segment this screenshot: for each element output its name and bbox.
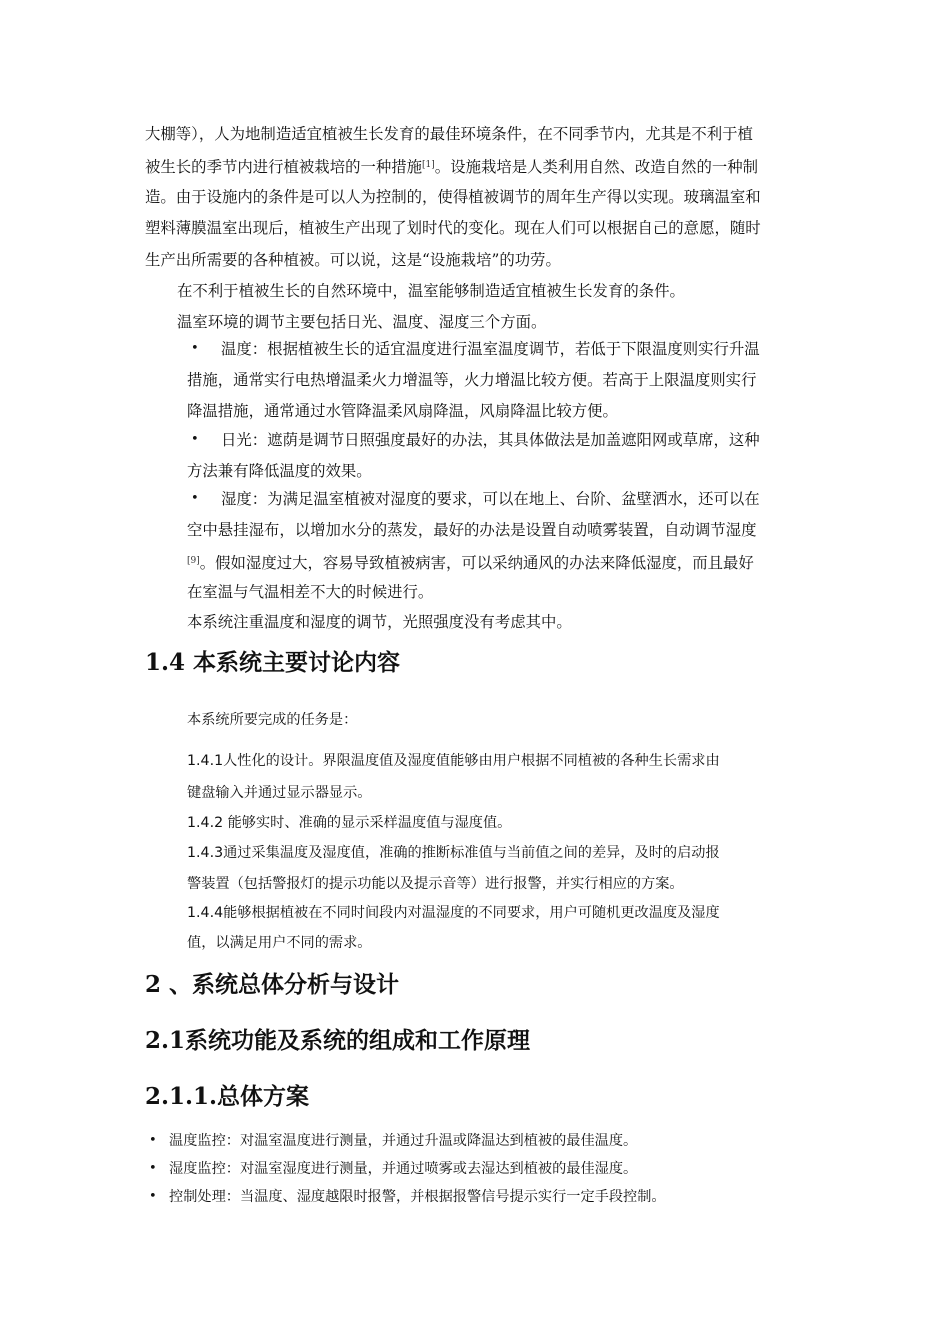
intro-line-2-text-a: 被生长的季节内进行植被栽培的一种措施 bbox=[145, 158, 423, 176]
bullet-marker: • bbox=[191, 432, 199, 447]
bullet-light-line-1: 日光：遮荫是调节日照强度最好的办法，其具体做法是加盖遮阳网或草席，这种 bbox=[221, 431, 760, 449]
bullet-humidity-line-1: 湿度：为满足温室植被对湿度的要求，可以在地上、台阶、盆壁洒水，还可以在 bbox=[221, 490, 760, 508]
bullet-temp-line-3: 降温措施，通常通过水管降温柔风扇降温，风扇降温比较方便。 bbox=[187, 402, 618, 420]
bullet-humidity-line-2: 空中悬挂湿布，以增加水分的蒸发，最好的办法是设置自动喷雾装置，自动调节湿度 bbox=[187, 521, 757, 539]
plan-item-temperature: 温度监控：对温室温度进行测量，并通过升温或降温达到植被的最佳温度。 bbox=[169, 1133, 638, 1149]
intro-line-2 bbox=[145, 155, 758, 177]
paragraph-system-focus: 本系统注重温度和湿度的调节，光照强度没有考虑其中。 bbox=[187, 613, 572, 631]
citation-ref-1: [1] bbox=[422, 160, 435, 170]
citation-ref-9: [9] bbox=[187, 556, 200, 566]
section-1-4-lead: 本系统所要完成的任务是： bbox=[187, 712, 358, 728]
bullet-temp-line-2: 措施，通常实行电热增温柔火力增温等，火力增温比较方便。若高于上限温度则实行 bbox=[187, 371, 757, 389]
task-4-line-2: 值，以满足用户不同的需求。 bbox=[187, 935, 372, 951]
intro-line-1: 大棚等），人为地制造适宜植被生长发育的最佳环境条件，在不同季节内，尤其是不利于植 bbox=[145, 125, 753, 143]
plan-item-humidity: 湿度监控：对温室湿度进行测量，并通过喷雾或去湿达到植被的最佳湿度。 bbox=[169, 1161, 638, 1177]
section-heading-2: 2 、系统总体分析与设计 bbox=[145, 971, 400, 998]
paragraph-environment: 温室环境的调节主要包括日光、温度、湿度三个方面。 bbox=[177, 313, 547, 331]
intro-line-2-text-b: 。设施栽培是人类利用自然、改造自然的一种制 bbox=[434, 158, 759, 176]
intro-line-5: 生产出所需要的各种植被。可以说，这是“设施栽培”的功劳。 bbox=[145, 251, 561, 269]
section-heading-2-1-1: 2.1.1.总体方案 bbox=[145, 1083, 310, 1110]
intro-line-3: 造。由于设施内的条件是可以人为控制的，使得植被调节的周年生产得以实现。玻璃温室和 bbox=[145, 188, 761, 206]
plan-item-control: 控制处理：当温度、湿度越限时报警，并根据报警信号提示实行一定手段控制。 bbox=[169, 1189, 666, 1205]
bullet-marker: • bbox=[149, 1161, 157, 1176]
intro-line-4: 塑料薄膜温室出现后，植被生产出现了划时代的变化。现在人们可以根据自己的意愿，随时 bbox=[145, 219, 761, 237]
bullet-marker: • bbox=[191, 341, 199, 356]
task-1-line-1: 1.4.1人性化的设计。界限温度值及湿度值能够由用户根据不同植被的各种生长需求由 bbox=[187, 753, 720, 769]
bullet-light-line-2: 方法兼有降低温度的效果。 bbox=[187, 462, 372, 480]
bullet-marker: • bbox=[149, 1189, 157, 1204]
task-3-line-2: 警装置（包括警报灯的提示功能以及提示音等）进行报警，并实行相应的方案。 bbox=[187, 876, 684, 892]
paragraph-greenhouse: 在不利于植被生长的自然环境中，温室能够制造适宜植被生长发育的条件。 bbox=[177, 282, 685, 300]
bullet-humidity-line-3 bbox=[187, 551, 754, 573]
bullet-marker: • bbox=[191, 491, 199, 506]
bullet-humidity-line-4: 在室温与气温相差不大的时候进行。 bbox=[187, 583, 434, 601]
bullet-humidity-line-3-text: 。假如湿度过大，容易导致植被病害，可以采纳通风的办法来降低湿度，而且最好 bbox=[199, 554, 754, 572]
task-1-line-2: 键盘输入并通过显示器显示。 bbox=[187, 785, 372, 801]
task-4-line-1: 1.4.4能够根据植被在不同时间段内对温湿度的不同要求，用户可随机更改温度及湿度 bbox=[187, 905, 720, 921]
bullet-marker: • bbox=[149, 1133, 157, 1148]
bullet-temp-line-1: 温度：根据植被生长的适宜温度进行温室温度调节，若低于下限温度则实行升温 bbox=[221, 340, 760, 358]
task-2: 1.4.2 能够实时、准确的显示采样温度值与湿度值。 bbox=[187, 815, 512, 831]
section-heading-2-1: 2.1系统功能及系统的组成和工作原理 bbox=[145, 1027, 531, 1054]
section-heading-1-4: 1.4 本系统主要讨论内容 bbox=[145, 649, 401, 676]
task-3-line-1: 1.4.3通过采集温度及湿度值，准确的推断标准值与当前值之间的差异，及时的启动报 bbox=[187, 845, 720, 861]
